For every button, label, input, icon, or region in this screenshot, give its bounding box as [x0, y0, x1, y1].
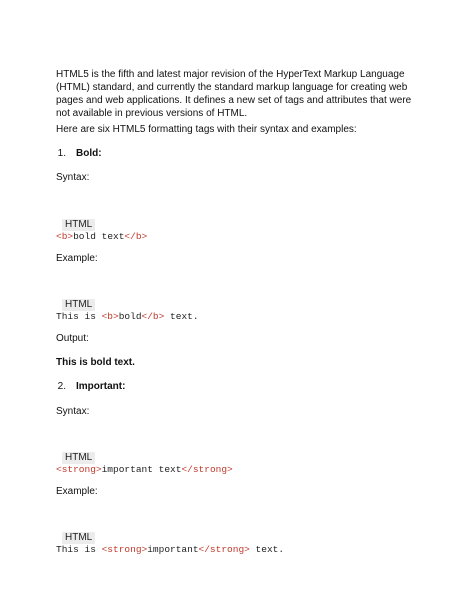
section-1-syntax-lang-badge: HTML [62, 219, 95, 231]
code-text: bold [118, 311, 142, 322]
section-2-number: 2. [57, 381, 66, 392]
section-1-output-text: This is bold text. [56, 357, 135, 368]
section-2-syntax-lang-badge: HTML [62, 452, 95, 464]
code-text-after: text. [164, 311, 199, 322]
code-open-tag: <b> [101, 311, 119, 322]
section-2-example-label: Example: [56, 486, 98, 497]
section-2-title: Important: [76, 381, 126, 392]
section-1-syntax-label: Syntax: [56, 172, 90, 183]
code-close-tag: </strong> [181, 464, 233, 475]
section-2-example-lang-badge: HTML [62, 532, 95, 544]
section-1-example-lang-badge: HTML [62, 299, 95, 311]
section-2-example-code [56, 544, 284, 556]
section-1-output-label: Output: [56, 333, 89, 344]
code-close-tag: </b> [141, 311, 165, 322]
code-close-tag: </b> [124, 231, 148, 242]
intro-paragraph: HTML5 is the fifth and latest major revision of the HyperText Markup Language (HTML) standard, and currently the standard markup language for creating web pages and web applications. It defines a new set of tags and attributes that were not available in previous versions of HTML. [56, 69, 412, 119]
code-open-tag: <strong> [101, 544, 148, 555]
section-2-syntax-label: Syntax: [56, 406, 90, 417]
section-1-number: 1. [57, 148, 66, 159]
code-text-before: This is [56, 544, 102, 555]
section-2-syntax-code [56, 464, 233, 476]
section-1-example-code [56, 311, 199, 323]
code-close-tag: </strong> [198, 544, 250, 555]
section-1-title: Bold: [76, 148, 102, 159]
code-text: bold text [73, 231, 125, 242]
code-text: important [147, 544, 199, 555]
code-text-after: text. [249, 544, 285, 555]
code-text-before: This is [56, 311, 102, 322]
code-open-tag: <strong> [56, 464, 102, 475]
section-1-syntax-code [56, 231, 147, 243]
lead-paragraph: Here are six HTML5 formatting tags with their syntax and examples: [56, 124, 357, 135]
code-text: important text [101, 464, 182, 475]
section-1-example-label: Example: [56, 253, 98, 264]
code-open-tag: <b> [56, 231, 74, 242]
